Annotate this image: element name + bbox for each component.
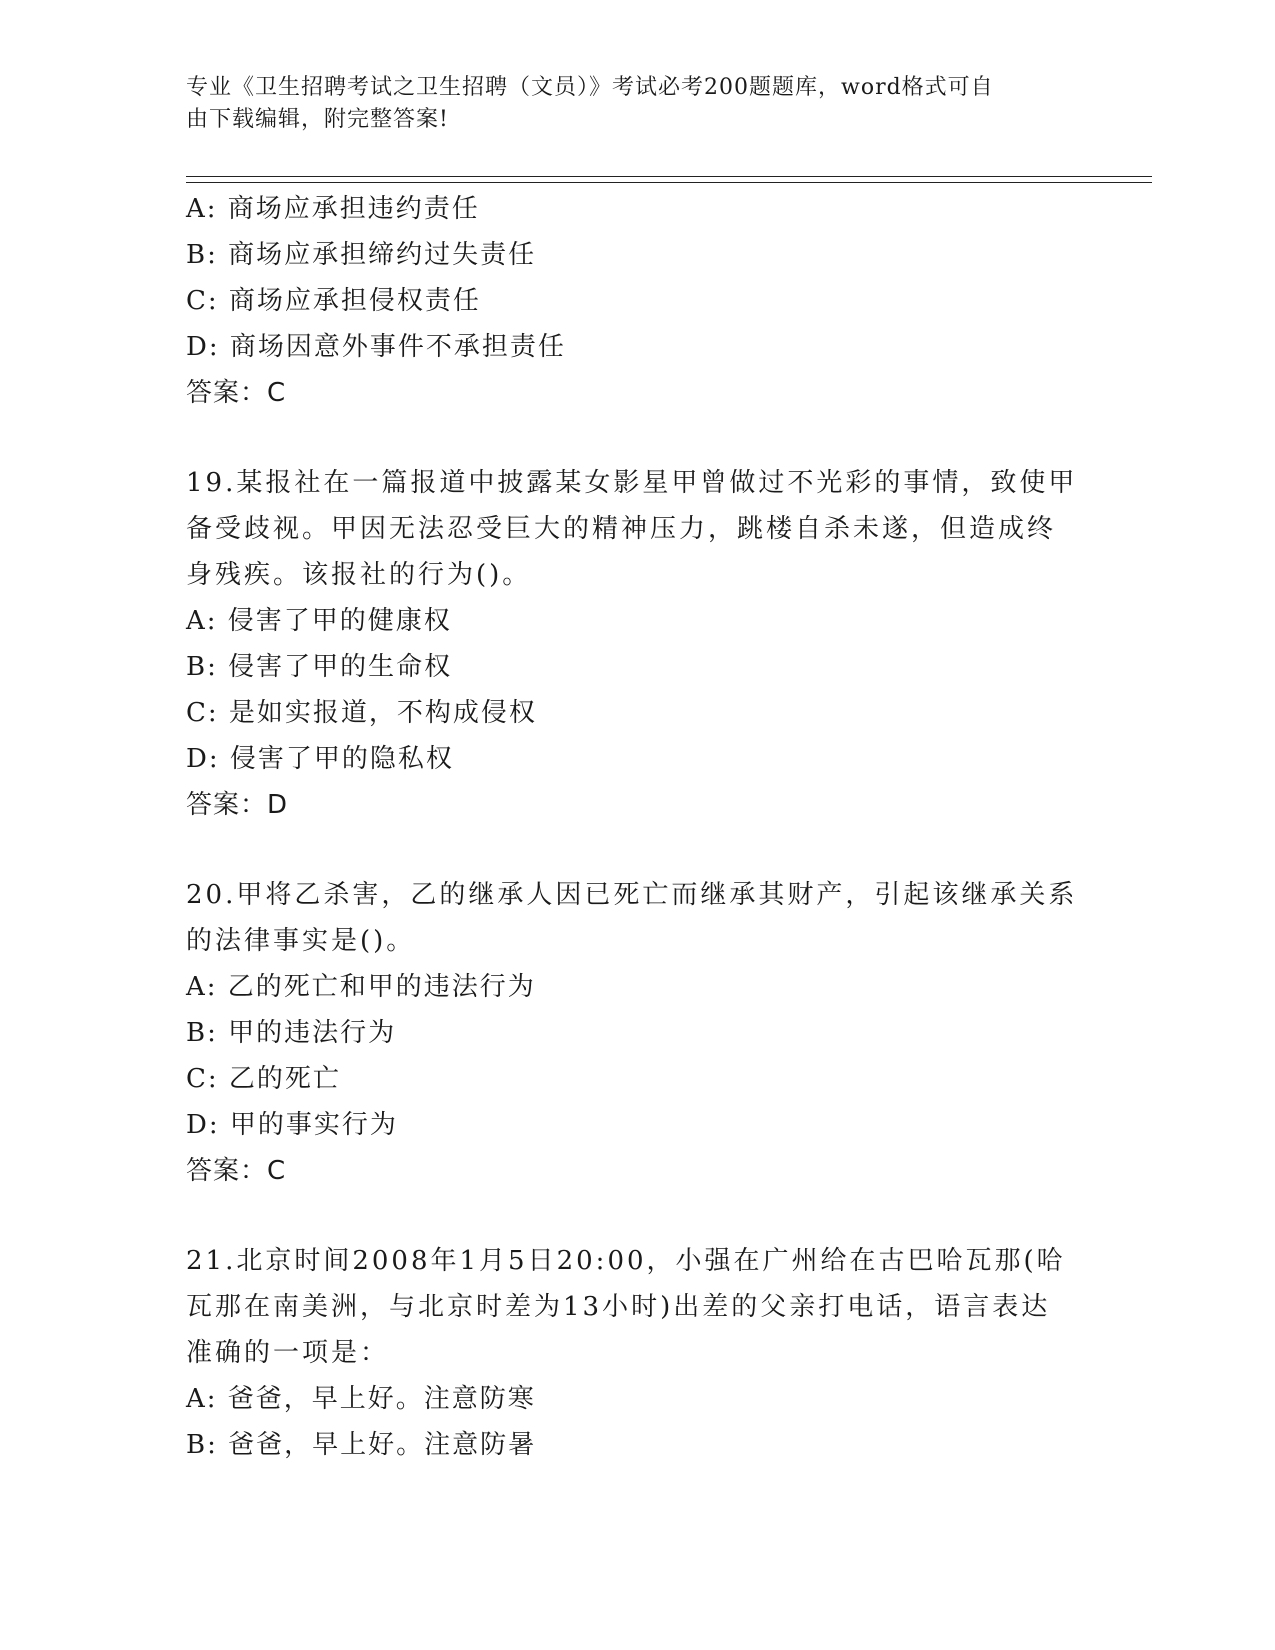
question-text-line: 身残疾。该报社的行为()。: [186, 560, 532, 590]
option-d: D: 商场因意外事件不承担责任: [186, 332, 566, 362]
header-divider-top: [186, 176, 1152, 177]
option-a: A: 乙的死亡和甲的违法行为: [186, 972, 536, 1002]
question-text-line: 准确的一项是：: [186, 1338, 390, 1368]
header-line-2: 由下载编辑，附完整答案!: [186, 107, 449, 132]
question-text-line: 瓦那在南美洲，与北京时差为13小时)出差的父亲打电话，语言表达: [186, 1292, 1051, 1322]
option-a: A: 爸爸，早上好。注意防寒: [186, 1384, 536, 1414]
question-list: [186, 186, 1086, 1468]
option-a: A: 侵害了甲的健康权: [186, 606, 452, 636]
document-header: [186, 72, 1066, 136]
option-a: A: 商场应承担违约责任: [186, 194, 480, 224]
question-text-line: 19.某报社在一篇报道中披露某女影星甲曾做过不光彩的事情，致使甲: [186, 468, 1078, 498]
option-b: B: 爸爸，早上好。注意防暑: [186, 1430, 537, 1460]
option-b: B: 商场应承担缔约过失责任: [186, 240, 537, 270]
question-text-line: 21.北京时间2008年1月5日20:00，小强在广州给在古巴哈瓦那(哈: [186, 1246, 1066, 1276]
question-block-19: [186, 460, 1086, 828]
option-d: D: 侵害了甲的隐私权: [186, 744, 454, 774]
option-c: C: 是如实报道，不构成侵权: [186, 698, 537, 728]
header-line-1: 专业《卫生招聘考试之卫生招聘（文员）》考试必考200题题库，word格式可自: [186, 75, 994, 100]
option-c: C: 乙的死亡: [186, 1064, 341, 1094]
option-b: B: 甲的违法行为: [186, 1018, 397, 1048]
header-divider-bottom: [186, 182, 1152, 183]
answer-line: 答案：C: [186, 378, 287, 408]
question-block-20: [186, 872, 1086, 1194]
option-b: B: 侵害了甲的生命权: [186, 652, 453, 682]
question-text-line: 20.甲将乙杀害，乙的继承人因已死亡而继承其财产，引起该继承关系: [186, 880, 1078, 910]
answer-line: 答案：C: [186, 1156, 287, 1186]
option-c: C: 商场应承担侵权责任: [186, 286, 481, 316]
question-text-line: 备受歧视。甲因无法忍受巨大的精神压力，跳楼自杀未遂，但造成终: [186, 514, 1057, 544]
answer-line: 答案：D: [186, 790, 289, 820]
question-block-18: [186, 186, 1086, 416]
question-block-21: [186, 1238, 1086, 1468]
option-d: D: 甲的事实行为: [186, 1110, 398, 1140]
question-text-line: 的法律事实是()。: [186, 926, 416, 956]
